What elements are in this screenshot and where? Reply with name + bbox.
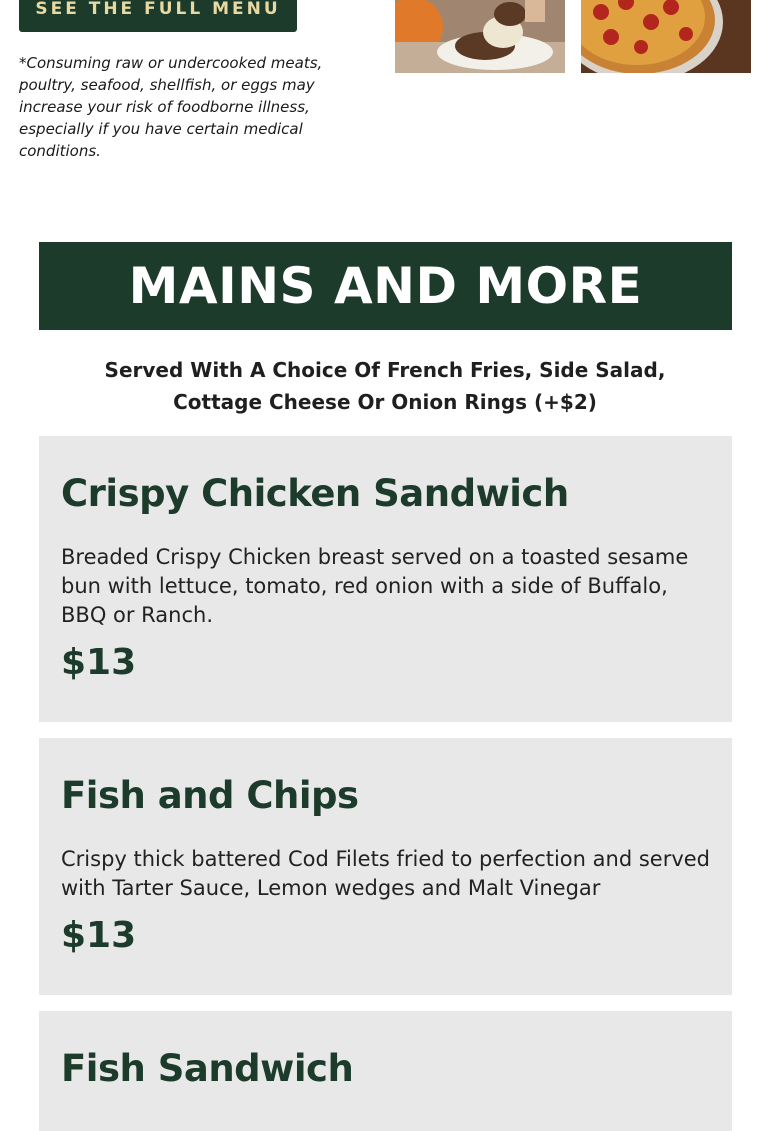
section-title-banner — [39, 242, 732, 330]
menu-item-description: Crispy thick battered Cod Filets fried to perfection and served with Tarter Sauce, Lemon wedges and Malt Vinegar — [61, 847, 711, 900]
menu-item-name: Crispy Chicken Sandwich — [61, 472, 569, 515]
menu-item-card — [39, 738, 732, 995]
see-full-menu-button[interactable]: SEE THE FULL MENU — [19, 0, 297, 32]
pizza-photo — [581, 0, 751, 73]
section-title: MAINS AND MORE — [128, 257, 643, 315]
menu-item-name: Fish and Chips — [61, 774, 359, 817]
menu-item-price: $13 — [61, 642, 137, 683]
section-subtitle: Served With A Choice Of French Fries, Side Salad, Cottage Cheese Or Onion Rings (+$2) — [104, 358, 666, 414]
burrito-photo — [395, 0, 565, 73]
food-safety-disclaimer: *Consuming raw or undercooked meats, poultry, seafood, shellfish, or eggs may increase your risk of foodborne illness, especially if you have certain medical conditions. — [19, 54, 323, 160]
menu-item-card — [39, 436, 732, 722]
menu-item-name: Fish Sandwich — [61, 1047, 354, 1090]
menu-item-card — [39, 1011, 732, 1131]
menu-item-price: $13 — [61, 915, 137, 956]
menu-item-description: Breaded Crispy Chicken breast served on a toasted sesame bun with lettuce, tomato, red onion with a side of Buffalo, BBQ or Ranch. — [61, 545, 689, 627]
